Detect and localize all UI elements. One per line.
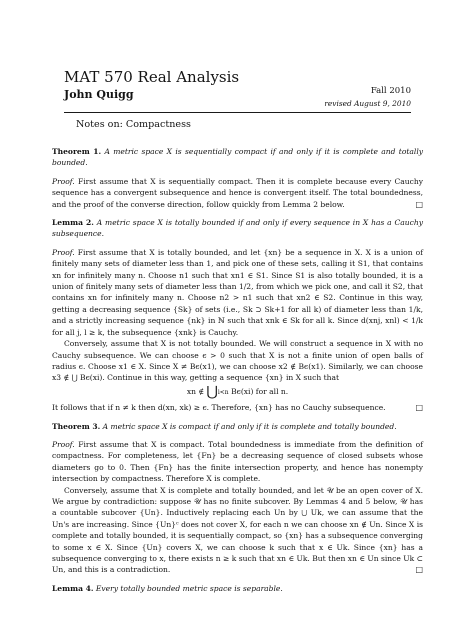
document-body [52,146,423,594]
notes-title: Notes on: Compactness [76,119,191,130]
theorem-3-proof-text-1: First assume that X is compact. Total boundedness is immediate from the definition of compactness. For completeness, let {Fn} be a decreasing sequence of closed subsets whose diameters go to 0. Then {Fn} has the finite intersection property, and hence has nonempty intersection by compactness. Therefore X is complete. [52,439,423,484]
theorem-3-proof-part-1 [52,439,423,485]
theorem-1-proof [52,176,423,210]
lemma-2-proof-text-1: First assume that X is totally bounded, and let {xn} be a sequence in X. X is a union of finitely many sets of diameter less than 1, and pick one of these sets, calling it S1, that contains xn for infinitely many n. Choose n1 such that xn1 ∈ S1. Since S1 is also totally bounded, it is a union of finitely many sets of diameter less than 1/2, from which we pick one, and call it S2, that contains xn for infinitely many n. Choose n2 > n1 such that xn2 ∈ S2. Continue in this way, getting a decreasing sequence {Sk} of sets (i.e., Sk ⊃ Sk+1 for all k) of diameter less than 1/k, and a strictly increasing sequence {nk} in ℕ such that xnk ∈ Sk for all k. Since d(xnj, xnl) < 1/k for all j, l ≥ k, the subsequence {xnk} is Cauchy. [52,247,423,337]
proof-label: Proof. [52,176,75,186]
theorem-3-statement [52,421,423,432]
theorem-1-proof-text: First assume that X is sequentially compact. Then it is complete because every Cauchy sequence has a convergent subsequence and hence is convergent itself. The total boundedness, and the proof of the converse direction, follow quickly from Lemma 2 below. [52,176,423,209]
union-symbol: ⋃ [206,383,218,400]
lemma-2-proof-part-1 [52,247,423,338]
theorem-3-proof-text-2: Conversely, assume that X is complete and totally bounded, and let 𝒰 be an open cover of X. We argue by contradiction: suppose 𝒰 has no finite subcover. By Lemmas 4 and 5 below, 𝒰 has a countable subcover {Un}. Inductively replacing each Un by ⋃ Uk, we can assume that the Un's are increasing. Since {Un}ᶜ does not cover X, for each n we can choose xn ∉ Un. Since X is complete and totally bounded, it is sequentially compact, so {xn} has a subsequence converging to some x ∈ X. Since {Un} covers X, we can choose k such that x ∈ Uk. Since {xn} has a subsequence converging to x, there exists n ≥ k such that xn ∈ Uk. But then xn ∈ Un since Uk ⊂ Un, and this is a contradiction. [52,485,423,575]
lemma-2-proof-part-3 [52,402,423,413]
revision-date: revised August 9, 2010 [324,99,411,108]
lemma-2-statement [52,217,423,240]
qed-icon: □ [415,565,423,575]
theorem-3-label: Theorem 3. [52,421,101,431]
lemma-4-statement [52,583,423,594]
author-name: John Quigg [64,88,134,101]
lemma-2-proof-text-3: It follows that if n ≠ k then d(xn, xk) ≥ ϵ. Therefore, {xn} has no Cauchy subsequence. [52,403,386,413]
term-label: Fall 2010 [370,86,411,96]
lemma-2-text: A metric space X is totally bounded if and only if every sequence in X has a Cauchy subsequence. [52,218,423,239]
proof-label: Proof. [52,247,75,257]
lemma-4-text: Every totally bounded metric space is separable. [95,583,283,593]
header-rule [64,112,411,113]
lemma-2-label: Lemma 2. [52,218,94,228]
equation-right: Bϵ(xi) for all n. [231,386,289,396]
theorem-1-statement [52,146,423,169]
display-equation [52,384,423,402]
union-subscript: i<n [217,388,229,396]
theorem-3-text: A metric space X is compact if and only if it is complete and totally bounded. [102,421,397,431]
lemma-4-label: Lemma 4. [52,583,94,593]
theorem-1-label: Theorem 1. [52,147,102,156]
lemma-2-proof-part-2: Conversely, assume that X is not totally bounded. We will construct a sequence in X with no Cauchy subsequence. We can choose ϵ > 0 such that X is not a finite union of open balls of radius ϵ. Choose x1 ∈ X. Since X ≠ Bϵ(x1), we can choose x2 ∉ Bϵ(x1). Similarly, we can choose x3 ∉ ⋃ Bϵ(xi). Continue in this way, getting a sequence {xn} in X such that [52,339,423,383]
theorem-3-proof-part-2 [52,485,423,576]
proof-label: Proof. [52,439,75,449]
qed-icon: □ [415,199,423,209]
qed-icon: □ [415,403,423,413]
equation-left: xn ∉ [186,386,204,396]
course-title: MAT 570 Real Analysis [64,68,240,86]
theorem-1-text: A metric space X is sequentially compact if and only if it is complete and totally bounded. [52,147,424,168]
